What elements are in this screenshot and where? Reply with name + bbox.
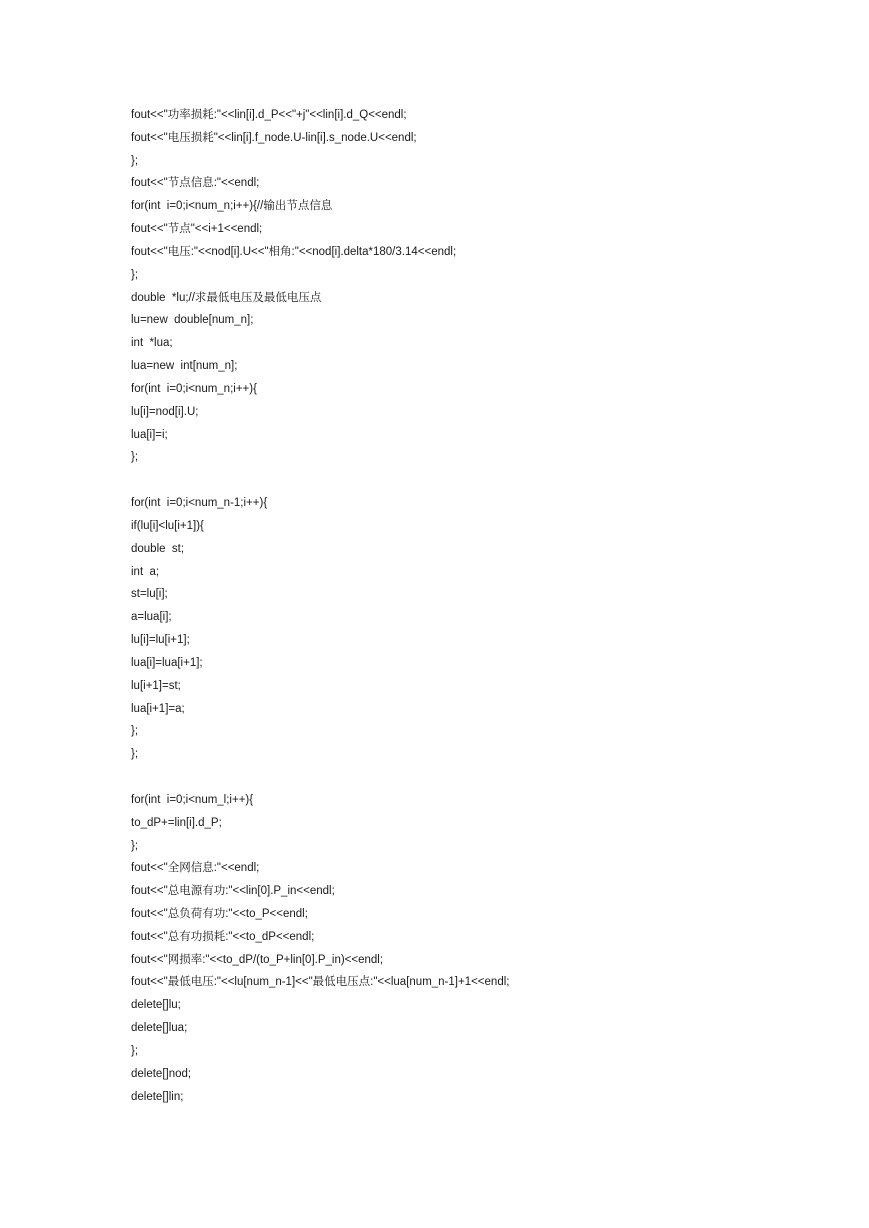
code-line: lu[i+1]=st;	[131, 679, 181, 692]
code-line: };	[131, 268, 139, 281]
code-line: for(int i=0;i<num_n-1;i++){	[131, 497, 268, 510]
code-line: for(int i=0;i<num_n;i++){//输出节点信息	[131, 200, 333, 213]
code-line: if(lu[i]<lu[i+1]){	[131, 519, 204, 532]
code-line: st=lu[i];	[131, 588, 168, 601]
blank-line	[131, 469, 831, 492]
code-line: };	[131, 839, 139, 852]
code-line: lua[i]=i;	[131, 428, 168, 441]
code-line: lu[i]=lu[i+1];	[131, 634, 190, 647]
code-line: };	[131, 748, 139, 761]
code-line: lua=new int[num_n];	[131, 360, 238, 373]
code-line: delete[]nod;	[131, 1067, 192, 1080]
code-line: };	[131, 154, 139, 167]
code-listing	[131, 104, 831, 1108]
code-line: lu=new double[num_n];	[131, 314, 254, 327]
code-line: lua[i+1]=a;	[131, 702, 185, 715]
code-line: delete[]lin;	[131, 1090, 184, 1103]
code-line: double *lu;//求最低电压及最低电压点	[131, 291, 322, 304]
code-line: fout<<"总负荷有功:"<<to_P<<endl;	[131, 907, 308, 920]
code-line: lu[i]=nod[i].U;	[131, 405, 199, 418]
blank-line	[131, 766, 831, 789]
code-line: };	[131, 1044, 139, 1057]
code-line: delete[]lu;	[131, 999, 181, 1012]
code-line: fout<<"总有功损耗:"<<to_dP<<endl;	[131, 930, 315, 943]
code-line: for(int i=0;i<num_n;i++){	[131, 382, 257, 395]
code-line: fout<<"电压损耗"<<lin[i].f_node.U-lin[i].s_node.U<<endl;	[131, 131, 417, 144]
code-line: a=lua[i];	[131, 611, 172, 624]
code-line: int a;	[131, 565, 160, 578]
code-line: fout<<"节点信息:"<<endl;	[131, 177, 260, 190]
code-line: };	[131, 725, 139, 738]
code-line: lua[i]=lua[i+1];	[131, 656, 203, 669]
code-line: fout<<"节点"<<i+1<<endl;	[131, 223, 263, 236]
code-line: fout<<"最低电压:"<<lu[num_n-1]<<"最低电压点:"<<lua[num_n-1]+1<<endl;	[131, 976, 510, 989]
code-line: fout<<"电压:"<<nod[i].U<<"相角:"<<nod[i].delta*180/3.14<<endl;	[131, 245, 457, 258]
code-line: fout<<"网损率:"<<to_dP/(to_P+lin[0].P_in)<<endl;	[131, 953, 384, 966]
code-line: fout<<"总电源有功:"<<lin[0].P_in<<endl;	[131, 885, 335, 898]
code-line: fout<<"全网信息:"<<endl;	[131, 862, 260, 875]
code-line: delete[]lua;	[131, 1022, 188, 1035]
code-line: int *lua;	[131, 337, 173, 350]
code-line: for(int i=0;i<num_l;i++){	[131, 793, 254, 806]
code-line: to_dP+=lin[i].d_P;	[131, 816, 222, 829]
code-line: fout<<"功率损耗:"<<lin[i].d_P<<"+j"<<lin[i].d_Q<<endl;	[131, 109, 407, 121]
code-line: double st;	[131, 542, 185, 555]
code-line: };	[131, 451, 139, 464]
